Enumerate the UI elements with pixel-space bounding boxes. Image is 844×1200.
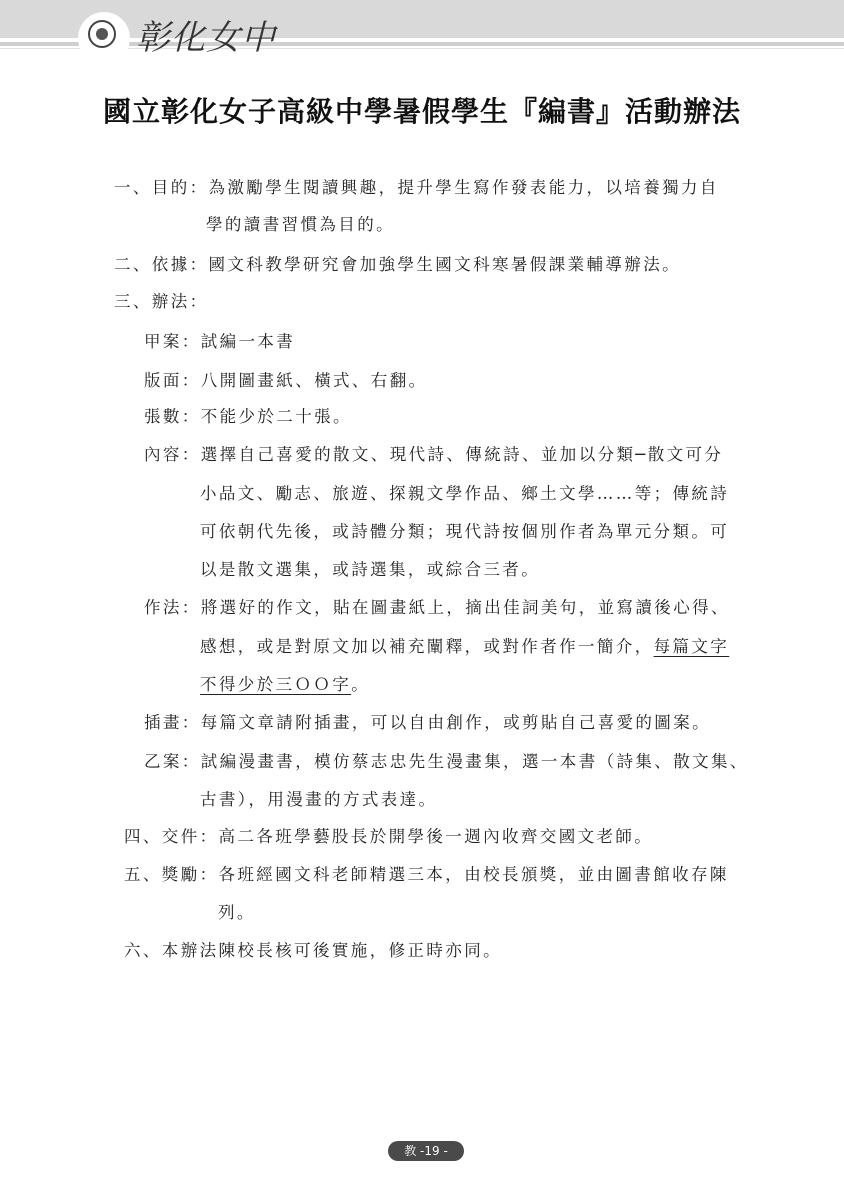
body-line: 張數：不能少於二十張。: [144, 407, 352, 426]
body-line: 列。: [218, 903, 256, 922]
body-line: 插畫：每篇文章請附插畫，可以自由創作，或剪貼自己喜愛的圖案。: [144, 713, 711, 732]
body-line: 乙案：試編漫畫書，模仿蔡志忠先生漫畫集，選一本書（詩集、散文集、: [144, 752, 749, 771]
body-line: 甲案：試編一本書: [144, 332, 296, 351]
underlined-text: 不得少於三ＯＯ字: [200, 675, 352, 694]
body-line: 小品文、勵志、旅遊、探親文學作品、鄉土文學……等；傳統詩: [200, 484, 730, 503]
body-line: [200, 636, 729, 658]
body-line: 四、交件：高二各班學藝股長於開學後一週內收齊交國文老師。: [124, 827, 654, 846]
body-line: 學的讀書習慣為目的。: [206, 215, 395, 234]
body-line: 六、本辦法陳校長核可後實施，修正時亦同。: [124, 941, 502, 960]
body-line: 三、辦法：: [114, 292, 209, 311]
body-text: 。: [351, 675, 371, 694]
body-line: 五、獎勵：各班經國文科老師精選三本，由校長頒獎，並由圖書館收存陳: [124, 865, 729, 884]
body-line: [200, 674, 370, 696]
body-line: 二、依據：國文科教學研究會加強學生國文科寒暑假課業輔導辦法。: [114, 255, 681, 274]
body-line: 古書），用漫畫的方式表達。: [200, 790, 438, 809]
page-number: 教 -19 -: [388, 1141, 464, 1161]
page-title: 國立彰化女子高級中學暑假學生『編書』活動辦法: [102, 95, 741, 128]
school-logo-text: 彰化女中: [136, 18, 276, 58]
body-line: 內容：選擇自己喜愛的散文、現代詩、傳統詩、並加以分類─散文可分: [144, 445, 724, 464]
body-text: 感想，或是對原文加以補充闡釋，或對作者作一簡介，: [200, 637, 654, 656]
body-line: 作法：將選好的作文，貼在圖畫紙上，摘出佳詞美句，並寫讀後心得、: [144, 598, 730, 617]
underlined-text: 每篇文字: [653, 637, 730, 656]
school-seal-icon: [88, 20, 116, 48]
body-line: 一、目的：為激勵學生閱讀興趣，提升學生寫作發表能力，以培養獨力自: [114, 178, 719, 197]
body-line: 可依朝代先後，或詩體分類；現代詩按個別作者為單元分類。可: [200, 522, 730, 541]
body-line: 版面：八開圖畫紙、橫式、右翻。: [144, 371, 428, 390]
body-line: 以是散文選集，或詩選集，或綜合三者。: [200, 560, 541, 579]
